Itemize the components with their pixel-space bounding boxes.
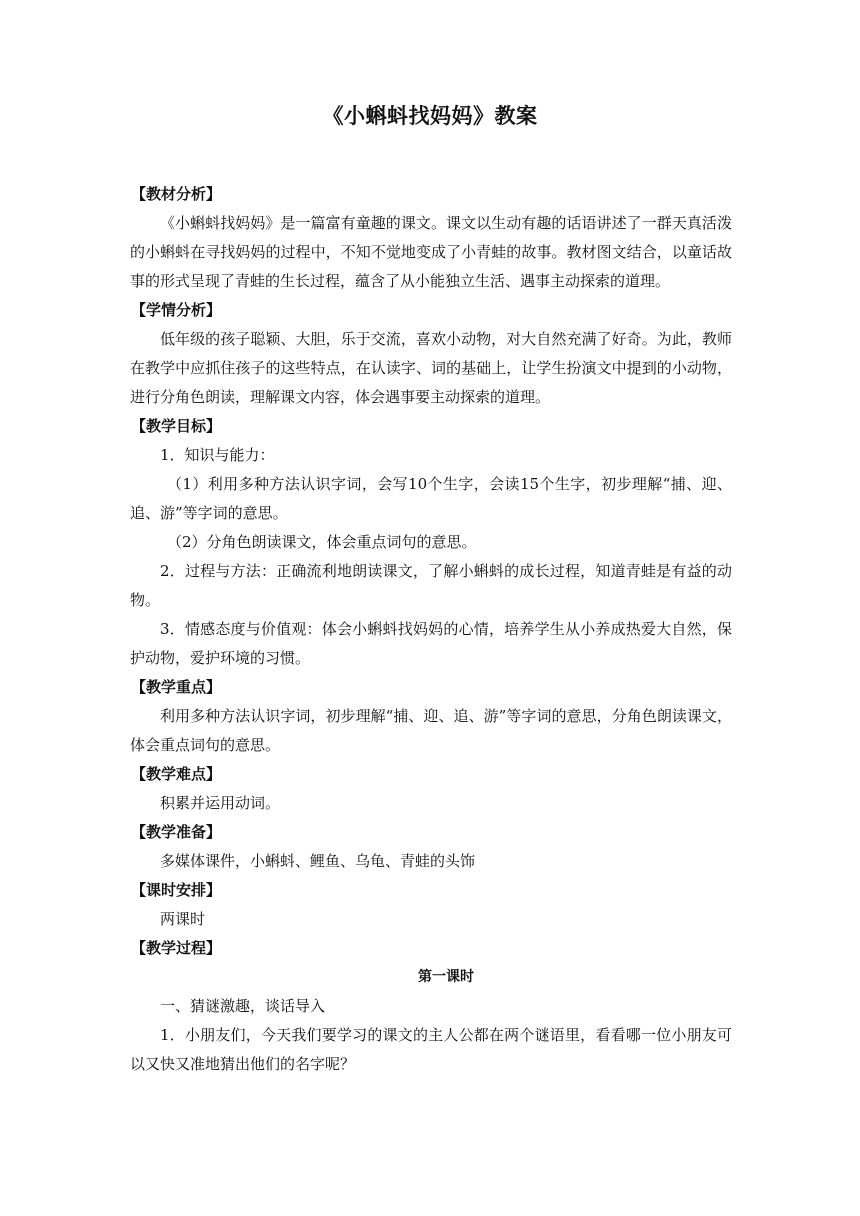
process-heading: 【教学过程】 [131, 939, 222, 957]
students-paragraph: 低年级的孩子聪颖、大胆，乐于交流，喜欢小动物，对大自然充满了好奇。为此，教师在教学中应抓住孩子的这些特点，在认读字、词的基础上，让学生扮演文中提到的小动物，进行分角色朗读，理解课文内容，体会遇事要主动探索的道理。 [130, 330, 732, 406]
goal-3: 3．情感态度与价值观：体会小蝌蚪找妈妈的心情，培养学生从小养成热爱大自然，保护动物，爱护环境的习惯。 [130, 620, 732, 667]
document-title: 《小蝌蚪找妈妈》教案 [322, 103, 538, 128]
analysis-paragraph: 《小蝌蚪找妈妈》是一篇富有童趣的课文。课文以生动有趣的话语讲述了一群天真活泼的小蝌蚪在寻找妈妈的过程中，不知不觉地变成了小青蛙的故事。教材图文结合，以童话故事的形式呈现了青蛙的生长过程，蕴含了从小能独立生活、遇事主动探索的道理。 [130, 214, 732, 290]
step-1: 一、猜谜激趣，谈话导入 [160, 997, 326, 1015]
step-1-1: 1．小朋友们，今天我们要学习的课文的主人公都在两个谜语里，看看哪一位小朋友可以又快又准地猜出他们的名字呢？ [130, 1026, 732, 1073]
prep-heading: 【教学准备】 [131, 823, 222, 841]
goal-2: 2．过程与方法：正确流利地朗读课文，了解小蝌蚪的成长过程，知道青蛙是有益的动物。 [130, 562, 732, 609]
analysis-heading: 【教材分析】 [131, 185, 222, 203]
goals-heading: 【教学目标】 [131, 417, 222, 435]
key-paragraph: 利用多种方法认识字词，初步理解“捕、迎、追、游”等字词的意思，分角色朗读课文，体会重点词句的意思。 [130, 707, 732, 754]
difficulty-heading: 【教学难点】 [131, 765, 222, 783]
goal-1-2: （2）分角色朗读课文，体会重点词句的意思。 [167, 533, 477, 551]
goal-1: 1．知识与能力： [160, 446, 275, 464]
difficulty-paragraph: 积累并运用动词。 [160, 794, 281, 812]
goal-1-1: （1）利用多种方法认识字词，会写10个生字，会读15个生字，初步理解“捕、迎、追、游”等字词的意思。 [130, 475, 732, 522]
schedule-heading: 【课时安排】 [131, 881, 222, 899]
prep-paragraph: 多媒体课件，小蝌蚪、鲤鱼、乌龟、青蛙的头饰 [160, 852, 476, 870]
key-heading: 【教学重点】 [131, 678, 222, 696]
schedule-paragraph: 两课时 [160, 910, 206, 928]
students-heading: 【学情分析】 [131, 301, 222, 319]
lesson-title: 第一课时 [418, 969, 474, 985]
document-body [130, 180, 732, 1079]
